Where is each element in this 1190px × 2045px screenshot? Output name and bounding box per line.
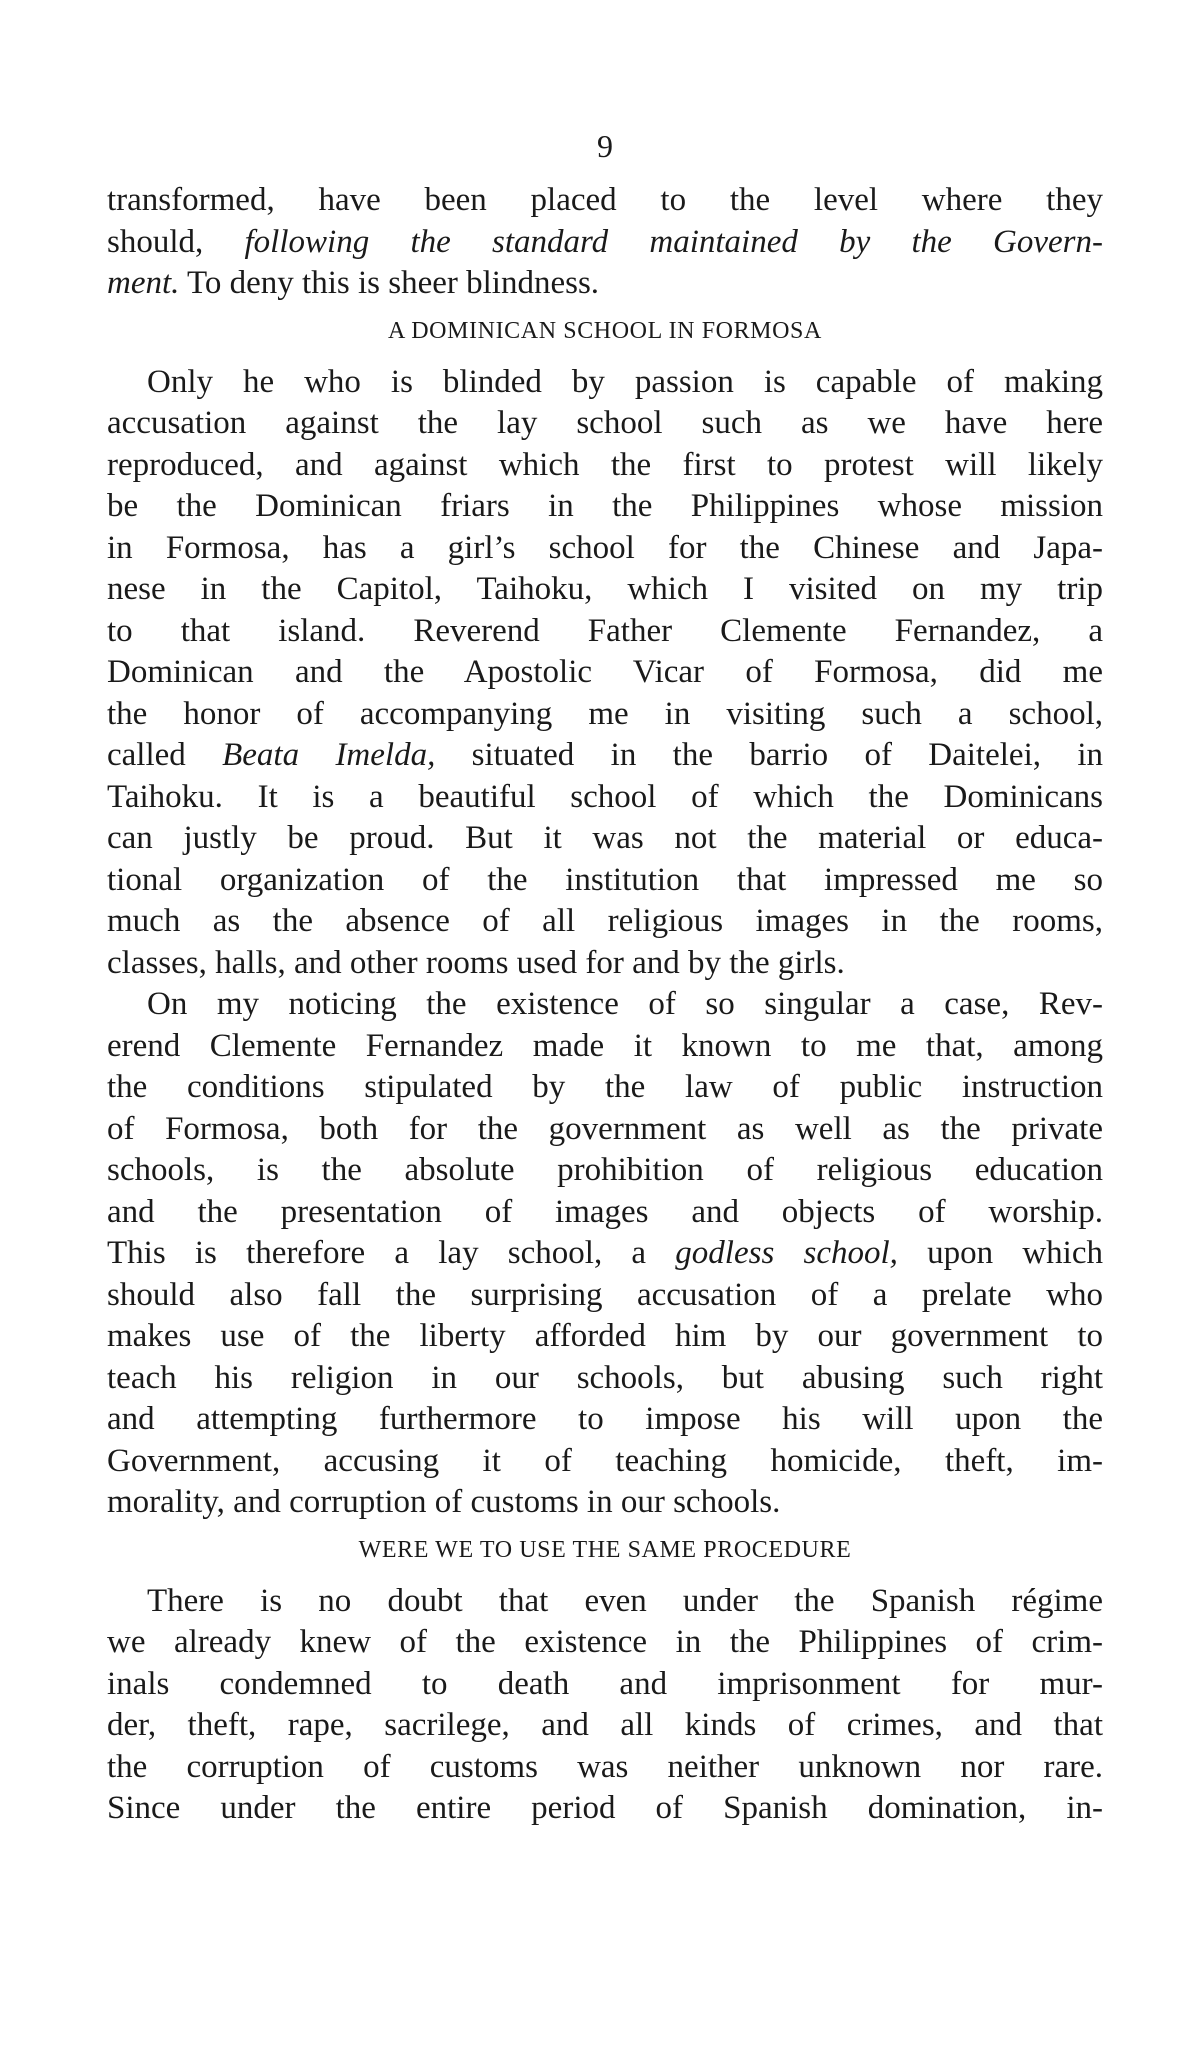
text-run: On my noticing the existence of so singular a case, Rev- [147,986,1103,1022]
text-run: can justly be proud. But it was not the material or educa- [107,820,1103,856]
text-run: and attempting furthermore to impose his will upon the [107,1401,1103,1437]
text-run: Only he who is blinded by passion is capable of making [147,363,1103,400]
text-line [107,263,1103,305]
italic-text-run: following the standard maintained by the Govern- [244,223,1103,260]
text-line [107,1109,1103,1151]
section-heading-dominican-school: A DOMINICAN SCHOOL IN FORMOSA [388,317,822,344]
text-run: called [107,737,223,773]
text-line [107,486,1103,528]
text-line [107,1581,1103,1623]
text-run: tional organization of the institution that impressed me so [107,861,1103,898]
text-run: There is no doubt that even under the Spanish régime [147,1582,1103,1619]
text-line [107,1441,1103,1483]
text-run: Since under the entire period of Spanish domination, in- [107,1790,1103,1826]
text-run: situated in the barrio of Daitelei, in [435,737,1103,773]
text-run: much as the absence of all religious images in the rooms, [107,903,1103,939]
text-run: the conditions stipulated by the law of public instruction [107,1069,1103,1105]
text-line [107,1233,1103,1275]
text-line [107,1316,1103,1358]
text-line [107,1275,1103,1317]
paragraph-spanish-regime [107,1581,1103,1830]
text-run: Taihoku. It is a beautiful school of which the Dominicans [107,778,1103,815]
text-line [107,1399,1103,1441]
page-number: 9 [597,128,613,164]
text-line [107,860,1103,902]
text-line [107,1622,1103,1664]
text-line [107,652,1103,694]
text-run: accusation against the lay school such as we have here [107,405,1103,441]
text-run: classes, halls, and other rooms used for and by the girls. [107,944,845,981]
text-run: should also fall the surprising accusation of a prelate who [107,1276,1103,1313]
section-heading-same-procedure: WERE WE TO USE THE SAME PROCEDURE [358,1536,852,1563]
paragraph-dominican-school [107,362,1103,985]
text-run: reproduced, and against which the first to protest will likely [107,446,1103,483]
text-run: we already knew of the existence in the Philippines of crim- [107,1624,1103,1660]
text-line [107,1026,1103,1068]
text-line [107,1788,1103,1830]
italic-text-run: Beata Imelda, [222,737,436,773]
text-run: should, [107,223,245,260]
text-line [107,1664,1103,1706]
text-line [107,445,1103,487]
text-run: the corruption of customs was neither unknown nor rare. [107,1748,1103,1785]
paragraph-intro [107,180,1103,305]
text-line [107,611,1103,653]
text-line [107,362,1103,404]
text-line [107,818,1103,860]
text-run: makes use of the liberty afforded him by our government to [107,1318,1103,1354]
text-run: to that island. Reverend Father Clemente Fernandez, a [107,612,1103,649]
text-run: in Formosa, has a girl’s school for the Chinese and Japa- [107,529,1103,566]
text-line [107,1705,1103,1747]
text-run: upon which [897,1235,1103,1271]
text-run: transformed, have been placed to the level where they [107,182,1103,218]
italic-text-run: godless school, [675,1235,898,1271]
text-line [107,1358,1103,1400]
text-line [107,984,1103,1026]
text-run: of Formosa, both for the government as well as the private [107,1110,1103,1147]
paragraph-lay-school [107,984,1103,1524]
text-line [107,694,1103,736]
text-line [107,1067,1103,1109]
text-run: der, theft, rape, sacrilege, and all kinds of crimes, and that [107,1707,1103,1743]
text-run: Dominican and the Apostolic Vicar of Formosa, did me [107,654,1103,690]
text-line [107,1192,1103,1234]
text-run: morality, and corruption of customs in our schools. [107,1484,781,1520]
text-line [107,180,1103,222]
text-line [107,569,1103,611]
text-run: the honor of accompanying me in visiting such a school, [107,695,1103,732]
text-line [107,528,1103,570]
text-run: schools, is the absolute prohibition of religious education [107,1152,1103,1188]
italic-text-run: ment. [107,265,180,301]
text-run: nese in the Capitol, Taihoku, which I visited on my trip [107,571,1103,607]
text-line [107,1747,1103,1789]
text-line [107,403,1103,445]
text-line [107,1482,1103,1524]
text-run: inals condemned to death and imprisonment for mur- [107,1665,1103,1702]
text-line [107,735,1103,777]
text-run: erend Clemente Fernandez made it known to me that, among [107,1027,1103,1064]
text-line [107,777,1103,819]
text-run: Government, accusing it of teaching homicide, theft, im- [107,1442,1103,1479]
document-page [107,120,1103,1830]
text-line [107,1150,1103,1192]
text-line [107,901,1103,943]
text-run: To deny this is sheer blindness. [179,265,600,301]
text-run: be the Dominican friars in the Philippines whose mission [107,488,1103,524]
text-run: teach his religion in our schools, but abusing such right [107,1359,1103,1396]
text-line [107,222,1103,264]
text-run: This is therefore a lay school, a [107,1235,676,1271]
text-run: and the presentation of images and objects of worship. [107,1193,1103,1230]
text-line [107,943,1103,985]
